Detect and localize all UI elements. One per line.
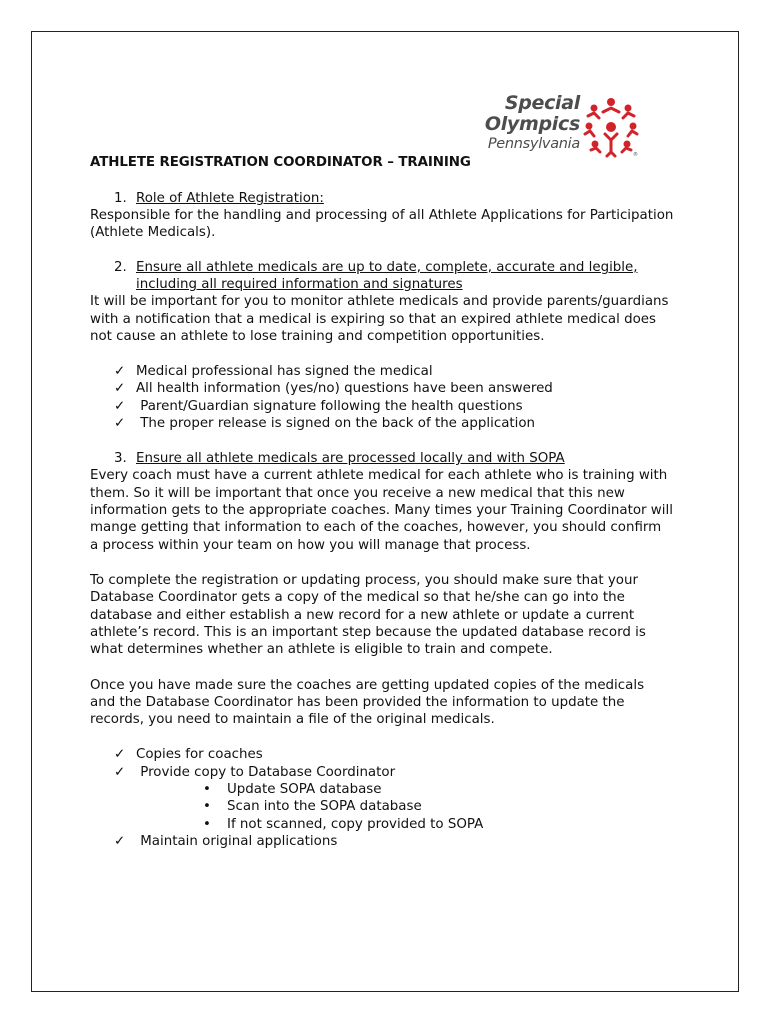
checklist-item-text: Maintain original applications — [136, 834, 338, 849]
originals-paragraph-line: and the Database Coordinator has been provided the information to update the — [90, 695, 625, 710]
section-2-heading-line: including all required information and signatures — [136, 277, 463, 292]
checklist-item — [114, 380, 553, 397]
bullet-icon: • — [203, 799, 211, 814]
checklist-item-text: Copies for coaches — [136, 747, 263, 762]
section-3-paragraph-line: a process within your team on how you will manage that process. — [90, 538, 531, 553]
checklist-item — [114, 398, 523, 415]
registration-paragraph-line: athlete’s record. This is an important step because the updated database record is — [90, 625, 646, 640]
originals-paragraph-line: records, you need to maintain a file of the original medicals. — [90, 712, 495, 727]
section-1-heading: Role of Athlete Registration: — [136, 191, 324, 206]
svg-text:®: ® — [633, 152, 638, 158]
special-olympics-emblem-icon — [583, 94, 639, 160]
bullet-item — [203, 781, 382, 798]
check-icon: ✓ — [114, 765, 126, 780]
checklist-item — [114, 764, 395, 781]
originals-paragraph-line: Once you have made sure the coaches are getting updated copies of the medicals — [90, 678, 645, 693]
registration-paragraph-line: database and either establish a new record for a new athlete or update a current — [90, 608, 635, 623]
logo-text — [460, 93, 580, 153]
check-icon: ✓ — [114, 364, 126, 379]
section-1-number: 1. — [114, 191, 127, 206]
section-3-paragraph-line: mange getting that information to each of the coaches, however, you should confirm — [90, 520, 662, 535]
section-2-paragraph-line: It will be important for you to monitor athlete medicals and provide parents/guardians — [90, 294, 669, 309]
section-3-paragraph-line: Every coach must have a current athlete medical for each athlete who is training with — [90, 468, 668, 483]
section-2-number: 2. — [114, 260, 127, 275]
section-2-paragraph-line: with a notification that a medical is expiring so that an expired athlete medical does — [90, 312, 656, 327]
check-icon: ✓ — [114, 747, 126, 762]
checklist-item — [114, 415, 535, 432]
section-2-paragraph-line: not cause an athlete to lose training and competition opportunities. — [90, 329, 545, 344]
section-2-heading-line: Ensure all athlete medicals are up to date, complete, accurate and legible, — [136, 260, 638, 275]
bullet-item — [203, 816, 483, 833]
bullet-item-text: If not scanned, copy provided to SOPA — [227, 817, 484, 832]
bullet-icon: • — [203, 817, 211, 832]
registration-paragraph-line: what determines whether an athlete is eligible to train and compete. — [90, 642, 553, 657]
checklist-item-text: Parent/Guardian signature following the health questions — [136, 399, 523, 414]
section-1-paragraph-line: (Athlete Medicals). — [90, 225, 216, 240]
checklist-item — [114, 833, 337, 850]
check-icon: ✓ — [114, 416, 126, 431]
checklist-item-text: All health information (yes/no) questions have been answered — [136, 381, 553, 396]
check-icon: ✓ — [114, 399, 126, 414]
checklist-item — [114, 746, 263, 763]
bullet-item — [203, 798, 422, 815]
registration-paragraph-line: To complete the registration or updating process, you should make sure that your — [90, 573, 638, 588]
logo-line-special: Special — [504, 92, 580, 114]
checklist-item-text: The proper release is signed on the back of the application — [136, 416, 536, 431]
check-icon: ✓ — [114, 381, 126, 396]
logo-line-pennsylvania: Pennsylvania — [487, 136, 580, 152]
bullet-item-text: Update SOPA database — [227, 782, 382, 797]
bullet-icon: • — [203, 782, 211, 797]
registration-paragraph-line: Database Coordinator gets a copy of the medical so that he/she can go into the — [90, 590, 625, 605]
logo-line-olympics: Olympics — [484, 113, 580, 135]
section-3-paragraph-line: them. So it will be important that once you receive a new medical that this new — [90, 486, 625, 501]
checklist-item-text: Medical professional has signed the medical — [136, 364, 433, 379]
check-icon: ✓ — [114, 834, 126, 849]
section-3-number: 3. — [114, 451, 127, 466]
checklist-item — [114, 363, 433, 380]
checklist-item-text: Provide copy to Database Coordinator — [136, 765, 396, 780]
section-3-paragraph-line: information gets to the appropriate coaches. Many times your Training Coordinator will — [90, 503, 673, 518]
bullet-item-text: Scan into the SOPA database — [227, 799, 422, 814]
section-3-heading: Ensure all athlete medicals are processed locally and with SOPA — [136, 451, 565, 466]
page-title: ATHLETE REGISTRATION COORDINATOR – TRAINING — [90, 155, 471, 170]
section-1-paragraph-line: Responsible for the handling and processing of all Athlete Applications for Participation — [90, 208, 674, 223]
special-olympics-logo — [460, 93, 670, 165]
